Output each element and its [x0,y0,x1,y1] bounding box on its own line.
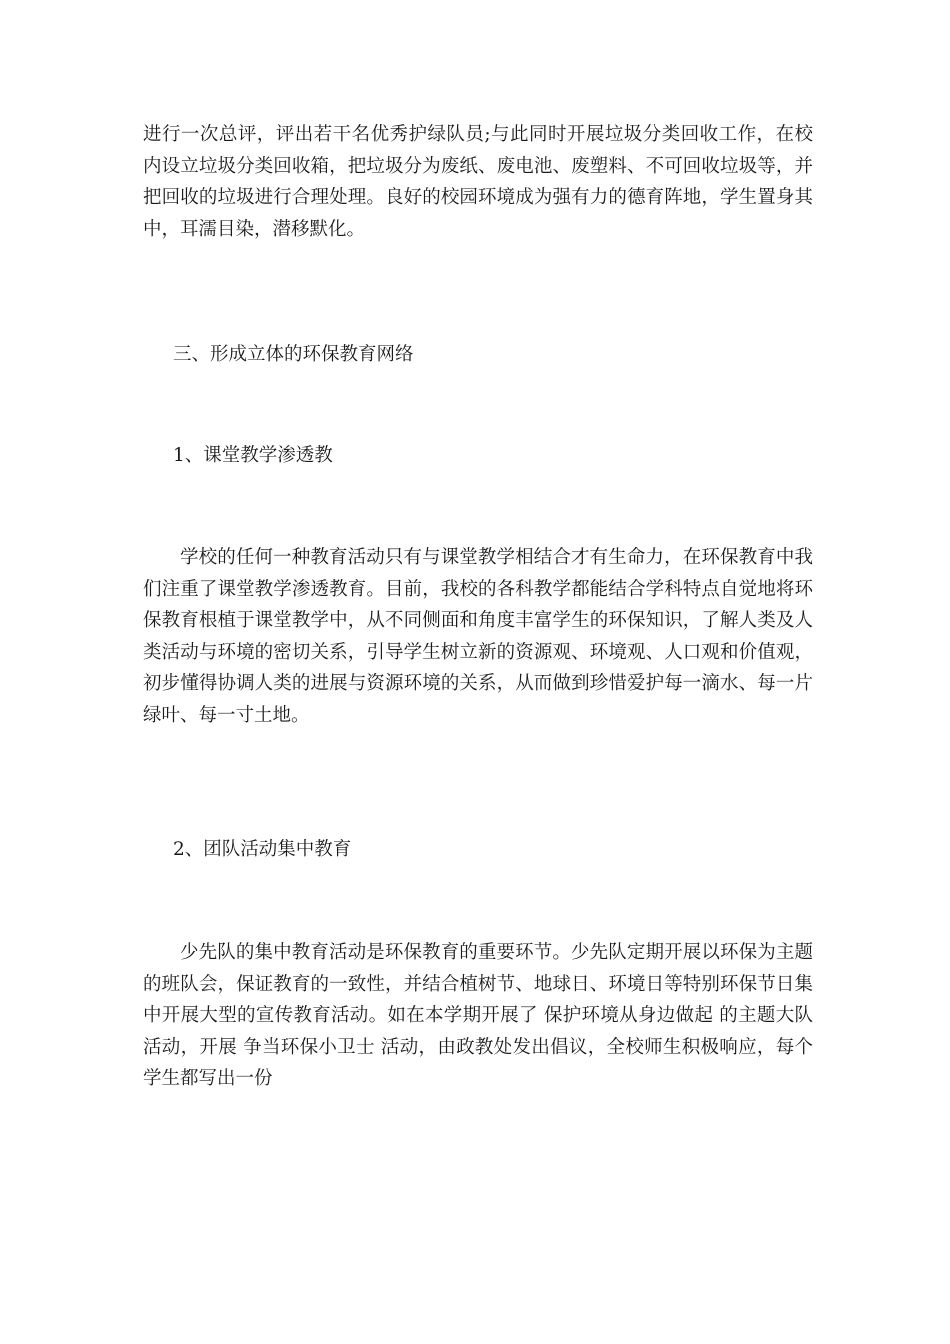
subheading-team-activities: 2、团队活动集中教育 [173,839,352,860]
paragraph-green-guard-summary: 进行一次总评，评出若干名优秀护绿队员;与此同时开展垃圾分类回收工作，在校内设立垃圾分类回收箱，把垃圾分为废纸、废电池、废塑料、不可回收垃圾等，并把回收的垃圾进行合理处理。良好的校园环境成为强有力的德育阵地，学生置身其中，耳濡目染，潜移默化。 [143,124,813,240]
section-heading-three: 三、形成立体的环保教育网络 [173,344,414,365]
subheading-classroom-teaching: 1、课堂教学渗透教 [173,445,333,466]
paragraph-classroom-teaching: 学校的任何一种教育活动只有与课堂教学相结合才有生命力，在环保教育中我们注重了课堂教学渗透教育。目前，我校的各科教学都能结合学科特点自觉地将环保教育根植于课堂教学中，从不同侧面和角度丰富学生的环保知识，了解人类及人类活动与环境的密切关系，引导学生树立新的资源观、环境观、人口观和价值观，初步懂得协调人类的进展与资源环境的关系，从而做到珍惜爱护每一滴水、每一片绿叶、每一寸土地。 [143,547,813,726]
paragraph-team-activities: 少先队的集中教育活动是环保教育的重要环节。少先队定期开展以环保为主题的班队会，保证教育的一致性，并结合植树节、地球日、环境日等特别环保节日集中开展大型的宣传教育活动。如在本学期开展了 保护环境从身边做起 的主题大队活动，开展 争当环保小卫士 活动，由政教处发出倡议，全校师生积极响应，每个学生都写出一份 [143,942,813,1089]
